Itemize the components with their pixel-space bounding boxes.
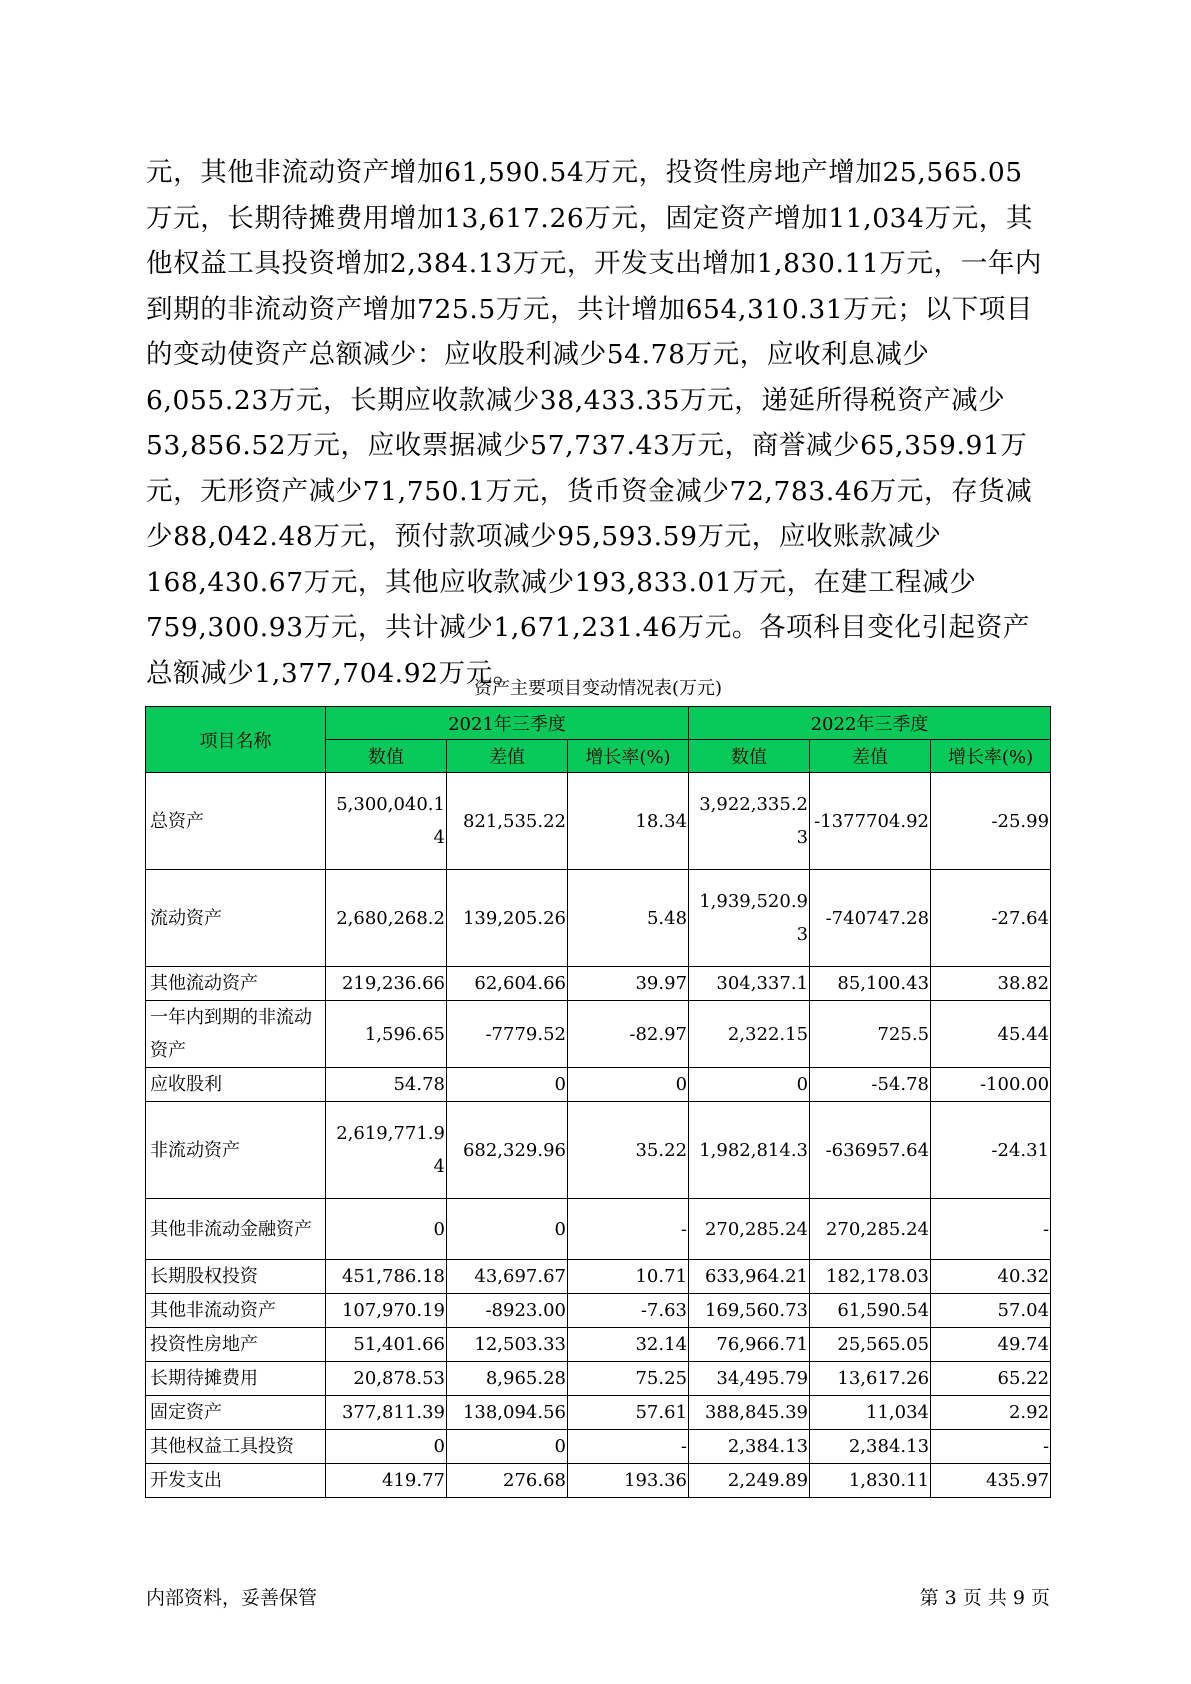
cell-v22: 2,249.89 (689, 1464, 810, 1498)
cell-g22: -100.00 (931, 1068, 1051, 1102)
cell-d22: 13,617.26 (810, 1362, 931, 1396)
header-diff-2021: 差值 (447, 740, 568, 773)
table-row (146, 1294, 1051, 1328)
row-item-name: 总资产 (146, 773, 326, 870)
cell-v21: 54.78 (326, 1068, 447, 1102)
cell-d22: -636957.64 (810, 1102, 931, 1199)
cell-v21: 0 (326, 1199, 447, 1260)
cell-d22: 725.5 (810, 1001, 931, 1068)
table-row (146, 1328, 1051, 1362)
cell-g21: 75.25 (568, 1362, 689, 1396)
cell-v21: 2,619,771.94 (326, 1102, 447, 1199)
row-item-name: 非流动资产 (146, 1102, 326, 1199)
cell-d22: 25,565.05 (810, 1328, 931, 1362)
table-row (146, 967, 1051, 1001)
row-item-name: 其他非流动资产 (146, 1294, 326, 1328)
cell-d22: 270,285.24 (810, 1199, 931, 1260)
cell-v22: 270,285.24 (689, 1199, 810, 1260)
row-item-name: 固定资产 (146, 1396, 326, 1430)
cell-d22: -54.78 (810, 1068, 931, 1102)
cell-g22: 57.04 (931, 1294, 1051, 1328)
cell-v21: 2,680,268.2 (326, 870, 447, 967)
cell-g22: - (931, 1199, 1051, 1260)
cell-d21: 62,604.66 (447, 967, 568, 1001)
header-value-2021: 数值 (326, 740, 447, 773)
cell-g21: 39.97 (568, 967, 689, 1001)
row-item-name: 开发支出 (146, 1464, 326, 1498)
cell-v21: 51,401.66 (326, 1328, 447, 1362)
table-row (146, 1396, 1051, 1430)
cell-g22: 435.97 (931, 1464, 1051, 1498)
cell-v22: 34,495.79 (689, 1362, 810, 1396)
cell-g22: -27.64 (931, 870, 1051, 967)
header-diff-2022: 差值 (810, 740, 931, 773)
table-row (146, 1464, 1051, 1498)
body-paragraph: 元，其他非流动资产增加61,590.54万元，投资性房地产增加25,565.05万元，长期待摊费用增加13,617.26万元，固定资产增加11,034万元，其他权益工具投资增加2,384.13万元，开发支出增加1,830.11万元，一年内到期的非流动资产增加725.5万元，共计增加654,310.31万元；以下项目的变动使资产总额减少：应收股利减少54.78万元，应收利息减少6,055.23万元，长期应收款减少38,433.35万元，递延所得税资产减少53,856.52万元，应收票据减少57,737.43万元，商誉减少65,359.91万元，无形资产减少71,750.1万元，货币资金减少72,783.46万元，存货减少88,042.48万元，预付款项减少95,593.59万元，应收账款减少168,430.67万元，其他应收款减少193,833.01万元，在建工程减少759,300.93万元，共计减少1,671,231.46万元。各项科目变化引起资产总额减少1,377,704.92万元。 (146, 157, 1043, 689)
table-row (146, 1102, 1051, 1199)
cell-v21: 1,596.65 (326, 1001, 447, 1068)
table-row (146, 1068, 1051, 1102)
cell-v21: 419.77 (326, 1464, 447, 1498)
cell-v22: 2,322.15 (689, 1001, 810, 1068)
header-period-2021: 2021年三季度 (326, 707, 689, 740)
cell-g21: 35.22 (568, 1102, 689, 1199)
row-item-name: 长期股权投资 (146, 1260, 326, 1294)
table-row (146, 1001, 1051, 1068)
cell-g21: 193.36 (568, 1464, 689, 1498)
cell-g22: 38.82 (931, 967, 1051, 1001)
table-row (146, 1199, 1051, 1260)
cell-v21: 0 (326, 1430, 447, 1464)
cell-g21: 32.14 (568, 1328, 689, 1362)
header-growth-2022: 增长率(%) (931, 740, 1051, 773)
table-row (146, 1362, 1051, 1396)
cell-d22: -1377704.92 (810, 773, 931, 870)
cell-d22: 2,384.13 (810, 1430, 931, 1464)
cell-v22: 1,939,520.93 (689, 870, 810, 967)
cell-d21: 12,503.33 (447, 1328, 568, 1362)
cell-d21: 0 (447, 1068, 568, 1102)
cell-g21: -82.97 (568, 1001, 689, 1068)
cell-d21: 276.68 (447, 1464, 568, 1498)
cell-v22: 633,964.21 (689, 1260, 810, 1294)
header-growth-2021: 增长率(%) (568, 740, 689, 773)
cell-v21: 5,300,040.14 (326, 773, 447, 870)
cell-g22: -24.31 (931, 1102, 1051, 1199)
footer-confidential: 内部资料，妥善保管 (146, 1587, 318, 1609)
row-item-name: 其他流动资产 (146, 967, 326, 1001)
cell-g21: 10.71 (568, 1260, 689, 1294)
cell-d22: 182,178.03 (810, 1260, 931, 1294)
cell-g22: - (931, 1430, 1051, 1464)
cell-d21: 8,965.28 (447, 1362, 568, 1396)
cell-d21: 0 (447, 1199, 568, 1260)
cell-v22: 1,982,814.3 (689, 1102, 810, 1199)
footer-page-number: 第 3 页 共 9 页 (919, 1587, 1050, 1609)
cell-g21: 5.48 (568, 870, 689, 967)
cell-d22: 11,034 (810, 1396, 931, 1430)
row-item-name: 应收股利 (146, 1068, 326, 1102)
cell-d21: 43,697.67 (447, 1260, 568, 1294)
header-item-name: 项目名称 (146, 707, 326, 773)
cell-g21: 0 (568, 1068, 689, 1102)
header-value-2022: 数值 (689, 740, 810, 773)
cell-g21: 57.61 (568, 1396, 689, 1430)
table-row (146, 870, 1051, 967)
table-row (146, 1260, 1051, 1294)
row-item-name: 一年内到期的非流动资产 (146, 1001, 326, 1068)
table-row (146, 1430, 1051, 1464)
cell-d21: 139,205.26 (447, 870, 568, 967)
row-item-name: 其他非流动金融资产 (146, 1199, 326, 1260)
asset-change-table (145, 706, 1051, 1498)
row-item-name: 投资性房地产 (146, 1328, 326, 1362)
table-caption: 资产主要项目变动情况表(万元) (473, 678, 723, 699)
cell-g22: 49.74 (931, 1328, 1051, 1362)
cell-d21: 0 (447, 1430, 568, 1464)
cell-v22: 169,560.73 (689, 1294, 810, 1328)
cell-v21: 219,236.66 (326, 967, 447, 1001)
cell-d22: 85,100.43 (810, 967, 931, 1001)
cell-v22: 2,384.13 (689, 1430, 810, 1464)
cell-v21: 377,811.39 (326, 1396, 447, 1430)
cell-d22: 1,830.11 (810, 1464, 931, 1498)
header-period-2022: 2022年三季度 (689, 707, 1051, 740)
cell-v21: 107,970.19 (326, 1294, 447, 1328)
cell-g22: 65.22 (931, 1362, 1051, 1396)
cell-d22: 61,590.54 (810, 1294, 931, 1328)
cell-d21: -8923.00 (447, 1294, 568, 1328)
cell-g22: 2.92 (931, 1396, 1051, 1430)
cell-g21: 18.34 (568, 773, 689, 870)
cell-v22: 388,845.39 (689, 1396, 810, 1430)
cell-g21: - (568, 1430, 689, 1464)
row-item-name: 其他权益工具投资 (146, 1430, 326, 1464)
row-item-name: 长期待摊费用 (146, 1362, 326, 1396)
cell-g22: 45.44 (931, 1001, 1051, 1068)
row-item-name: 流动资产 (146, 870, 326, 967)
cell-d21: -7779.52 (447, 1001, 568, 1068)
cell-d22: -740747.28 (810, 870, 931, 967)
cell-v22: 3,922,335.23 (689, 773, 810, 870)
cell-v22: 0 (689, 1068, 810, 1102)
cell-g22: -25.99 (931, 773, 1051, 870)
cell-g22: 40.32 (931, 1260, 1051, 1294)
cell-g21: -7.63 (568, 1294, 689, 1328)
cell-d21: 138,094.56 (447, 1396, 568, 1430)
cell-v21: 451,786.18 (326, 1260, 447, 1294)
table-row (146, 773, 1051, 870)
cell-v22: 76,966.71 (689, 1328, 810, 1362)
cell-d21: 682,329.96 (447, 1102, 568, 1199)
cell-v22: 304,337.1 (689, 967, 810, 1001)
cell-v21: 20,878.53 (326, 1362, 447, 1396)
cell-d21: 821,535.22 (447, 773, 568, 870)
cell-g21: - (568, 1199, 689, 1260)
table-body (146, 773, 1051, 1498)
